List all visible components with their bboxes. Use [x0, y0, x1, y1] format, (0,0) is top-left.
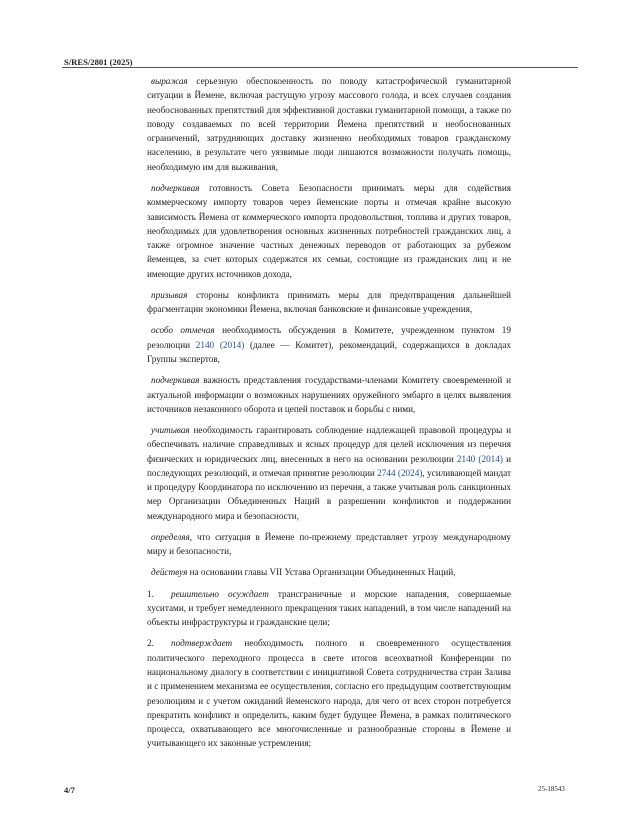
- operative-verb: учитывая: [151, 424, 190, 435]
- preamble-paragraph: [147, 323, 511, 366]
- paragraph-text: необходимость полного и своевременного осуществления политического переходного процесса в свете итогов всеохватной Конференции по национальному диалогу в соответствии с инициативой Совета сотрудничества стран Залива и с применением механизма ее осуществления, согласно его предыдущим соответствующим резолюциям и с учетом ожиданий йеменского народа, для чего от всех сторон потребуется прекратить конфликт и определить, каким будет будущее Йемена, в рамках политического процесса, охватывающего все многочисленные и разнообразные стороны в Йемене и учитывающего их законные устремления;: [147, 638, 511, 749]
- paragraph-text: готовность Совета Безопасности принимать меры для содействия коммерческому импорту товаров через йеменские порты и отмечая крайне высокую зависимость Йемена от коммерческого импорта продовольствия, топлива и других товаров, необходимых для удовлетворения основных жизненных потребностей гражданских лиц, а также огромное значение частных денежных переводов от работающих за рубежом йеменцев, за счет которых содержатся их семьи, состоящие из гражданских лиц и не имеющие других источников дохода,: [147, 182, 511, 279]
- operative-verb: выражая: [151, 76, 188, 86]
- header-divider: [62, 67, 578, 68]
- page-number: 4/7: [64, 785, 75, 795]
- operative-verb: подчеркивая: [151, 182, 200, 193]
- operative-verb: особо отмечая: [151, 325, 215, 336]
- paragraph-text: (далее — Комитет), рекомендаций, содержащихся в докладах Группы экспертов,: [147, 339, 512, 365]
- paragraph-text: стороны конфликта принимать меры для предотвращения дальнейшей фрагментации экономики Йемена, включая банковские и финансовые учреждения,: [147, 289, 511, 315]
- paragraph-text: важность представления государствами-членами Комитету своевременной и актуальной информации о возможных нарушениях оружейного эмбарго в целях выявления источников незаконного оборота и цепей поставок и борьбы с ними,: [147, 375, 511, 414]
- paragraph-text: трансграничные и морские нападения, совершаемые хуситами, и требует немедленного прекращения таких нападений, в том числе нападений на объекты инфраструктуры и гражданские цели;: [147, 588, 511, 628]
- preamble-paragraph: [147, 288, 511, 317]
- resolution-link[interactable]: 2140 (2014): [456, 453, 503, 464]
- paragraph-text: на основании главы VII Устава Организации Объединенных Наций,: [187, 567, 456, 578]
- resolution-link[interactable]: 2744 (2024): [377, 467, 423, 478]
- preamble-paragraph: [147, 373, 511, 416]
- operative-verb: призывая: [151, 289, 188, 300]
- operative-verb: действуя: [151, 567, 188, 578]
- resolution-link[interactable]: 2140 (2014): [195, 339, 245, 350]
- preamble-paragraph: [147, 565, 511, 579]
- operative-paragraph: [147, 587, 511, 630]
- operative-verb: определяя: [151, 531, 190, 542]
- operative-verb: решительно осуждает: [171, 588, 269, 599]
- paragraph-text: , усиливающей мандат и процедуру Координатора по исключению из перечня, а также учитывая роль санкционных мер Организации Объединенных Наций в разрешении конфликтов и поддержании международного мира и безопасности,: [147, 467, 511, 521]
- paragraph-text: и последующих резолюций, и отмечая принятие резолюции: [147, 453, 511, 478]
- paragraph-number: 2.: [147, 638, 154, 649]
- paragraph-text: серьезную обеспокоенность по поводу катастрофической гуманитарной ситуации в Йемене, включая растущую угрозу массового голода, и всех случаев создания необоснованных препятствий для эффективной доставки гуманитарной помощи, а также по поводу создаваемых по всей территории Йемена препятствий и необоснованных ограничений, затрудняющих доставку жизненно необходимых товаров гражданскому населению, в результате чего уязвимые люди лишаются возможности получать помощь, необходимую им для выживания,: [147, 76, 511, 172]
- paragraph-text: необходимость обсуждения в Комитете, учрежденном пунктом 19 резолюции: [147, 325, 511, 350]
- document-symbol: S/RES/2801 (2025): [64, 57, 133, 67]
- preamble-paragraph: [147, 530, 511, 559]
- resolution-body: [147, 74, 511, 758]
- paragraph-text: необходимость гарантировать соблюдение надлежащей правовой процедуры и обеспечивать наличие справедливых и ясных процедур для целей исключения из перечня физических и юридических лиц, внесенных в него на основании резолюции: [147, 424, 511, 464]
- operative-paragraph: [147, 636, 511, 750]
- preamble-paragraph: [147, 74, 511, 174]
- preamble-paragraph: [147, 423, 511, 523]
- operative-verb: подчеркивая: [151, 375, 200, 386]
- paragraph-text: , что ситуация в Йемене по-прежнему представляет угрозу международному миру и безопасности,: [147, 531, 511, 557]
- operative-verb: подтверждает: [171, 638, 233, 649]
- paragraph-number: 1.: [147, 588, 154, 599]
- document-job-number: 25-18543: [538, 785, 565, 793]
- preamble-paragraph: [147, 181, 511, 281]
